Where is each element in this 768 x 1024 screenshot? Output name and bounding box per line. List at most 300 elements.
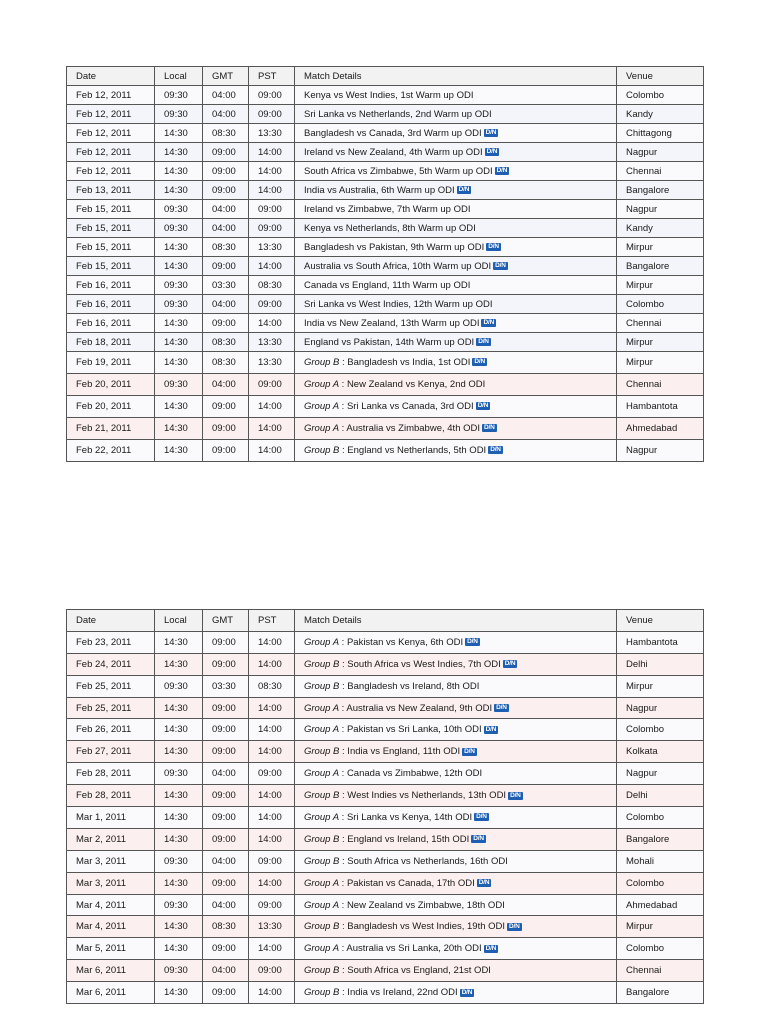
cell-pst: 14:00 [249,828,295,850]
table-row [67,333,704,352]
match-text: : Sri Lanka vs Kenya, 14th ODI [339,811,473,823]
header-match-details: Match Details [295,610,617,632]
cell-venue: Chennai [617,374,704,396]
header-local: Local [155,610,203,632]
day-night-badge: D/N [496,166,508,174]
match-text: Sri Lanka vs West Indies, 12th Warm up ODI [304,298,493,310]
cell-date: Feb 12, 2011 [67,162,155,181]
cell-gmt: 09:00 [203,785,249,807]
day-night-badge: D/N [478,337,489,345]
header-date: Date [67,610,155,632]
match-text: Ireland vs New Zealand, 4th Warm up ODI [304,146,483,158]
cell-match-details [295,785,617,807]
cell-venue: Chennai [617,314,704,333]
cell-pst: 14:00 [249,396,295,418]
match-text: : West Indies vs Netherlands, 13th ODI [339,790,507,802]
cell-match-details [295,697,617,719]
table-row [67,675,704,697]
header-venue: Venue [617,610,704,632]
cell-date: Feb 12, 2011 [67,124,155,143]
cell-match-details [295,938,617,960]
cell-venue: Mirpur [617,352,704,374]
cell-venue: Colombo [617,872,704,894]
table-header-row [67,67,704,86]
cell-venue: Bangalore [617,181,704,200]
cell-gmt: 04:00 [203,295,249,314]
schedule-table-1 [66,66,704,462]
group-label: Group B [304,855,340,867]
cell-match-details [295,440,617,462]
cell-local: 09:30 [155,763,203,785]
cell-match-details [295,631,617,653]
header-pst: PST [249,610,295,632]
cell-match-details [295,982,617,1004]
header-gmt: GMT [203,67,249,86]
match-text: : Pakistan vs Kenya, 6th ODI [339,636,464,648]
day-night-badge: D/N [510,791,521,799]
table-row [67,374,704,396]
cell-gmt: 08:30 [203,352,249,374]
cell-local: 09:30 [155,295,203,314]
cell-date: Mar 3, 2011 [67,850,155,872]
cell-local: 09:30 [155,894,203,916]
cell-date: Feb 15, 2011 [67,238,155,257]
cell-date: Mar 1, 2011 [67,807,155,829]
group-label: Group B [304,658,340,670]
cell-pst: 13:30 [249,124,295,143]
cell-pst: 14:00 [249,719,295,741]
cell-venue: Bangalore [617,828,704,850]
cell-local: 14:30 [155,631,203,653]
table-row [67,181,704,200]
cell-date: Feb 20, 2011 [67,374,155,396]
cell-match-details [295,374,617,396]
cell-pst: 14:00 [249,418,295,440]
cell-gmt: 04:00 [203,86,249,105]
schedule-table-2 [66,609,704,1004]
cell-date: Feb 15, 2011 [67,257,155,276]
match-text: India vs New Zealand, 13th Warm up ODI [304,317,480,329]
day-night-badge: D/N [478,879,490,887]
table-row [67,872,704,894]
table-row [67,276,704,295]
cell-local: 14:30 [155,418,203,440]
day-night-badge: D/N [458,185,470,193]
cell-local: 14:30 [155,143,203,162]
table-row [67,314,704,333]
match-text: England vs Pakistan, 14th Warm up ODI [304,336,475,348]
cell-local: 14:30 [155,938,203,960]
cell-gmt: 09:00 [203,872,249,894]
cell-date: Mar 5, 2011 [67,938,155,960]
group-label: Group B [304,680,340,692]
group-label: Group B [304,965,340,977]
cell-venue: Nagpur [617,143,704,162]
table-row [67,143,704,162]
cell-pst: 09:00 [249,960,295,982]
table-row [67,807,704,829]
cell-local: 09:30 [155,374,203,396]
match-text: : New Zealand vs Zimbabwe, 18th ODI [339,899,505,911]
cell-date: Feb 22, 2011 [67,440,155,462]
day-night-badge: D/N [496,703,507,711]
header-date: Date [67,67,155,86]
cell-match-details [295,960,617,982]
cell-pst: 14:00 [249,143,295,162]
cell-local: 14:30 [155,785,203,807]
table-row [67,960,704,982]
group-label: Group B [304,746,340,758]
table-row [67,938,704,960]
cell-date: Feb 12, 2011 [67,86,155,105]
table-row [67,257,704,276]
cell-date: Mar 4, 2011 [67,916,155,938]
table-row [67,631,704,653]
table-row [67,396,704,418]
day-night-badge: D/N [483,318,495,326]
group-label: Group A [304,379,340,390]
cell-match-details [295,916,617,938]
cell-date: Feb 27, 2011 [67,741,155,763]
match-text: Kenya vs West Indies, 1st Warm up ODI [304,89,474,101]
table-row [67,785,704,807]
cell-pst: 09:00 [249,86,295,105]
cell-gmt: 09:00 [203,181,249,200]
cell-pst: 13:30 [249,352,295,374]
cell-date: Feb 12, 2011 [67,105,155,124]
cell-pst: 14:00 [249,162,295,181]
cell-local: 14:30 [155,916,203,938]
table-row [67,719,704,741]
day-night-badge: D/N [464,747,475,755]
cell-local: 14:30 [155,982,203,1004]
cell-pst: 14:00 [249,257,295,276]
cell-date: Feb 25, 2011 [67,697,155,719]
cell-pst: 13:30 [249,916,295,938]
cell-pst: 14:00 [249,807,295,829]
table-row [67,124,704,143]
group-label: Group A [304,401,340,412]
cell-local: 09:30 [155,276,203,295]
cell-venue: Colombo [617,86,704,105]
cell-local: 14:30 [155,807,203,829]
cell-venue: Colombo [617,295,704,314]
cell-local: 14:30 [155,828,203,850]
group-label: Group A [304,899,340,911]
day-night-badge: D/N [485,725,497,733]
table-row [67,86,704,105]
match-text: : Australia vs Zimbabwe, 4th ODI [339,423,481,434]
table-row [67,894,704,916]
cell-match-details [295,295,617,314]
cell-venue: Colombo [617,719,704,741]
cell-date: Feb 15, 2011 [67,219,155,238]
cell-venue: Nagpur [617,763,704,785]
cell-match-details [295,314,617,333]
cell-date: Feb 12, 2011 [67,143,155,162]
cell-pst: 13:30 [249,238,295,257]
cell-date: Mar 3, 2011 [67,872,155,894]
table-row [67,697,704,719]
cell-gmt: 04:00 [203,960,249,982]
match-text: : New Zealand vs Kenya, 2nd ODI [339,379,486,390]
cell-gmt: 09:00 [203,162,249,181]
match-text: Sri Lanka vs Netherlands, 2nd Warm up ODI [304,108,492,120]
header-venue: Venue [617,67,704,86]
group-label: Group B [304,921,340,933]
cell-gmt: 04:00 [203,374,249,396]
cell-match-details [295,105,617,124]
day-night-badge: D/N [490,446,501,454]
cell-pst: 08:30 [249,675,295,697]
cell-date: Mar 4, 2011 [67,894,155,916]
cell-match-details [295,238,617,257]
day-night-badge: D/N [473,835,484,843]
cell-gmt: 09:00 [203,697,249,719]
cell-gmt: 09:00 [203,257,249,276]
cell-venue: Mirpur [617,916,704,938]
cell-venue: Delhi [617,653,704,675]
cell-local: 14:30 [155,440,203,462]
match-text: Kenya vs Netherlands, 8th Warm up ODI [304,222,476,234]
day-night-badge: D/N [484,424,495,432]
cell-date: Feb 20, 2011 [67,396,155,418]
cell-local: 09:30 [155,86,203,105]
cell-venue: Nagpur [617,200,704,219]
group-label: Group B [304,445,340,456]
match-text: Canada vs England, 11th Warm up ODI [304,279,471,291]
match-text: Bangladesh vs Pakistan, 9th Warm up ODI [304,241,485,253]
cell-match-details [295,333,617,352]
cell-pst: 09:00 [249,374,295,396]
match-text: : Pakistan vs Canada, 17th ODI [339,877,475,889]
cell-local: 14:30 [155,653,203,675]
cell-pst: 09:00 [249,850,295,872]
day-night-badge: D/N [461,988,473,996]
cell-match-details [295,828,617,850]
cell-pst: 14:00 [249,697,295,719]
match-text: : Canada vs Zimbabwe, 12th ODI [339,768,483,780]
cell-local: 09:30 [155,105,203,124]
cell-match-details [295,653,617,675]
group-label: Group A [304,636,340,648]
cell-date: Mar 6, 2011 [67,982,155,1004]
cell-date: Feb 16, 2011 [67,314,155,333]
group-label: Group A [304,768,340,780]
day-night-badge: D/N [477,402,489,410]
cell-venue: Chennai [617,162,704,181]
cell-date: Feb 21, 2011 [67,418,155,440]
group-label: Group A [304,943,340,955]
cell-pst: 09:00 [249,105,295,124]
cell-local: 14:30 [155,162,203,181]
match-text: : Bangladesh vs India, 1st ODI [339,357,471,368]
cell-date: Mar 6, 2011 [67,960,155,982]
header-local: Local [155,67,203,86]
cell-local: 14:30 [155,124,203,143]
table-row [67,741,704,763]
cell-local: 14:30 [155,181,203,200]
cell-local: 14:30 [155,719,203,741]
cell-local: 09:30 [155,960,203,982]
day-night-badge: D/N [488,242,499,250]
group-label: Group B [304,790,340,802]
day-night-badge: D/N [486,147,498,155]
group-label: Group A [304,724,340,736]
cell-match-details [295,396,617,418]
cell-gmt: 04:00 [203,200,249,219]
day-night-badge: D/N [504,660,516,668]
day-night-badge: D/N [495,261,506,269]
match-text: South Africa vs Zimbabwe, 5th Warm up ODI [304,165,493,177]
cell-gmt: 09:00 [203,653,249,675]
group-label: Group B [304,833,340,845]
cell-venue: Kolkata [617,741,704,763]
cell-gmt: 03:30 [203,675,249,697]
match-text: : South Africa vs Netherlands, 16th ODI [339,855,508,867]
header-match-details: Match Details [295,67,617,86]
cell-venue: Mohali [617,850,704,872]
table-row [67,763,704,785]
cell-date: Feb 13, 2011 [67,181,155,200]
cell-match-details [295,763,617,785]
cell-local: 09:30 [155,200,203,219]
cell-match-details [295,257,617,276]
cell-gmt: 09:00 [203,719,249,741]
cell-gmt: 04:00 [203,219,249,238]
cell-gmt: 09:00 [203,828,249,850]
cell-gmt: 08:30 [203,333,249,352]
cell-gmt: 08:30 [203,916,249,938]
cell-gmt: 04:00 [203,894,249,916]
cell-pst: 09:00 [249,894,295,916]
cell-date: Feb 18, 2011 [67,333,155,352]
match-text: : England vs Ireland, 15th ODI [339,833,470,845]
cell-pst: 14:00 [249,741,295,763]
cell-venue: Hambantota [617,631,704,653]
table-header-row [67,610,704,632]
cell-local: 09:30 [155,675,203,697]
cell-gmt: 09:00 [203,938,249,960]
match-text: : England vs Netherlands, 5th ODI [339,445,487,456]
cell-venue: Kandy [617,105,704,124]
cell-local: 09:30 [155,850,203,872]
cell-gmt: 09:00 [203,418,249,440]
match-text: : Pakistan vs Sri Lanka, 10th ODI [339,724,482,736]
cell-venue: Mirpur [617,333,704,352]
cell-gmt: 09:00 [203,982,249,1004]
cell-local: 14:30 [155,238,203,257]
table-row [67,105,704,124]
table-row [67,850,704,872]
cell-gmt: 09:00 [203,807,249,829]
cell-local: 09:30 [155,219,203,238]
table-row [67,440,704,462]
cell-pst: 14:00 [249,982,295,1004]
cell-gmt: 08:30 [203,238,249,257]
day-night-badge: D/N [485,944,497,952]
cell-match-details [295,872,617,894]
cell-pst: 14:00 [249,938,295,960]
match-text: : South Africa vs England, 21st ODI [339,965,491,977]
cell-pst: 14:00 [249,872,295,894]
cell-date: Mar 2, 2011 [67,828,155,850]
cell-pst: 09:00 [249,295,295,314]
header-gmt: GMT [203,610,249,632]
cell-venue: Colombo [617,807,704,829]
day-night-badge: D/N [509,922,520,930]
cell-local: 14:30 [155,352,203,374]
cell-local: 14:30 [155,396,203,418]
match-text: Bangladesh vs Canada, 3rd Warm up ODI [304,127,482,139]
cell-match-details [295,741,617,763]
match-text: : Bangladesh vs Ireland, 8th ODI [339,680,480,692]
table-row [67,295,704,314]
cell-pst: 14:00 [249,181,295,200]
cell-gmt: 04:00 [203,763,249,785]
day-night-badge: D/N [476,813,487,821]
cell-venue: Hambantota [617,396,704,418]
match-text: Australia vs South Africa, 10th Warm up ODI [304,260,492,272]
match-text: India vs Australia, 6th Warm up ODI [304,184,455,196]
cell-gmt: 09:00 [203,314,249,333]
day-night-badge: D/N [467,638,478,646]
cell-date: Feb 16, 2011 [67,295,155,314]
cell-match-details [295,162,617,181]
cell-pst: 08:30 [249,276,295,295]
table-row [67,418,704,440]
cell-venue: Ahmedabad [617,894,704,916]
cell-date: Feb 25, 2011 [67,675,155,697]
cell-date: Feb 24, 2011 [67,653,155,675]
cell-date: Feb 16, 2011 [67,276,155,295]
cell-local: 14:30 [155,333,203,352]
cell-venue: Chennai [617,960,704,982]
table-row [67,352,704,374]
cell-match-details [295,86,617,105]
table-row [67,238,704,257]
cell-match-details [295,850,617,872]
cell-venue: Colombo [617,938,704,960]
cell-match-details [295,276,617,295]
cell-local: 14:30 [155,741,203,763]
cell-gmt: 09:00 [203,396,249,418]
cell-gmt: 03:30 [203,276,249,295]
cell-pst: 13:30 [249,333,295,352]
cell-date: Feb 19, 2011 [67,352,155,374]
cell-gmt: 04:00 [203,850,249,872]
match-text: : Bangladesh vs West Indies, 19th ODI [339,921,506,933]
group-label: Group A [304,423,340,434]
match-text: : Australia vs Sri Lanka, 20th ODI [339,943,482,955]
table-row [67,200,704,219]
table-row [67,982,704,1004]
cell-venue: Delhi [617,785,704,807]
cell-local: 14:30 [155,257,203,276]
table-row [67,162,704,181]
cell-pst: 14:00 [249,314,295,333]
cell-pst: 14:00 [249,440,295,462]
cell-match-details [295,219,617,238]
match-text: : India vs England, 11th ODI [339,746,461,758]
match-text: Ireland vs Zimbabwe, 7th Warm up ODI [304,203,471,215]
cell-match-details [295,352,617,374]
cell-match-details [295,719,617,741]
cell-date: Feb 15, 2011 [67,200,155,219]
group-label: Group A [304,702,340,714]
cell-venue: Kandy [617,219,704,238]
cell-gmt: 09:00 [203,143,249,162]
